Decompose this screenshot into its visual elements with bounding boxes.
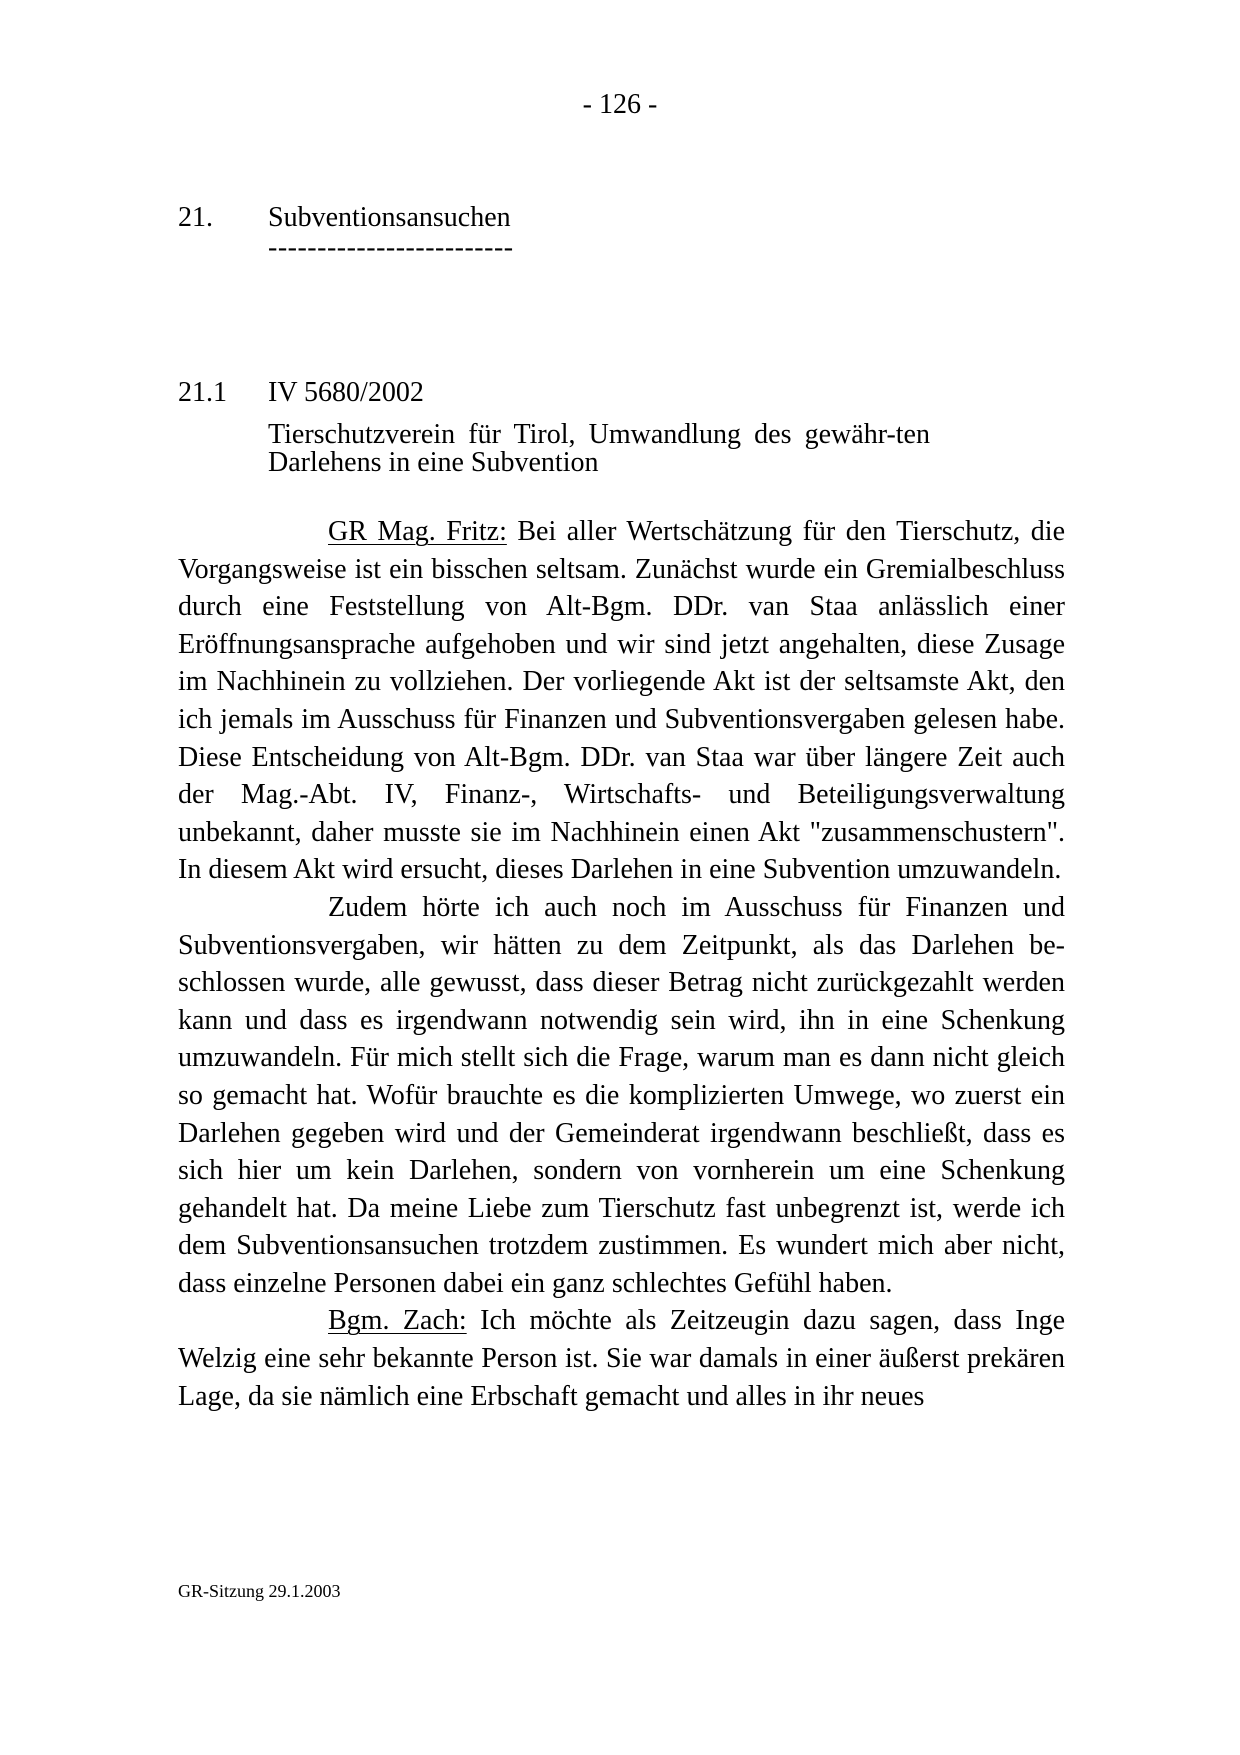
- speaker-name: GR Mag. Fritz:: [328, 516, 507, 547]
- section-title: Subventionsansuchen: [268, 202, 511, 233]
- paragraph-text: Zudem hörte ich auch noch im Ausschuss für Finanzen und Subventionsvergaben, wir hätten zu dem Zeitpunkt, als das Darlehen beschlossen wurde, alle gewusst, dass dieser Betrag nicht zurückgezahlt werden kann und dass es irgendwann notwendig sein wird, ihn in eine Schenkung umzuwandeln. Für mich stellt sich die Frage, warum man es dann nicht gleich so gemacht hat. Wofür brauchte es die komplizierten Umwege, wo zuerst ein Darlehen gegeben wird und der Gemeinderat irgendwann beschließt, dass es sich hier um kein Darlehen, sondern von vornherein um eine Schenkung gehandelt hat. Da meine Liebe zum Tierschutz fast unbegrenzt ist, werde ich dem Subventionsansuchen trotzdem zustimmen. Es wundert mich aber nicht, dass einzelne Personen dabei ein ganz schlechtes Gefühl haben.: [178, 891, 1065, 1299]
- page-number: - 126 -: [582, 89, 658, 120]
- section-number: 21.: [178, 202, 213, 233]
- paragraph: [178, 889, 1065, 1303]
- minutes-body: [178, 513, 1065, 1415]
- paragraph: [178, 513, 1065, 889]
- footer-session-date: GR-Sitzung 29.1.2003: [178, 1581, 341, 1601]
- section-underline-rule: -------------------------: [268, 232, 514, 263]
- paragraph: [178, 1302, 1065, 1415]
- subitem-description: Tierschutzverein für Tirol, Umwandlung des gewähr-ten Darlehens in eine Subvention: [268, 419, 930, 478]
- subitem-reference: IV 5680/2002: [268, 377, 424, 408]
- subitem-number: 21.1: [178, 377, 227, 408]
- paragraph-text: Bei aller Wertschätzung für den Tierschutz, die Vorgangsweise ist ein bisschen seltsam. Zunächst wurde ein Gremialbeschluss durch eine Feststellung von Alt-Bgm. DDr. van Staa anlässlich einer Eröffnungsansprache aufgehoben und wir sind jetzt angehalten, diese Zusage im Nachhinein zu vollziehen. Der vorliegende Akt ist der seltsamste Akt, den ich jemals im Ausschuss für Finanzen und Subventionsvergaben gelesen habe. Diese Entscheidung von Alt-Bgm. DDr. van Staa war über längere Zeit auch der Mag.-Abt. IV, Finanz-, Wirtschafts- und Beteiligungsverwaltung unbekannt, daher musste sie im Nachhinein einen Akt "zusammenschustern". In diesem Akt wird ersucht, dieses Darlehen in eine Subvention umzuwandeln.: [178, 516, 1065, 886]
- speaker-name: Bgm. Zach:: [328, 1305, 467, 1337]
- paragraph-text: Ich möchte als Zeitzeugin dazu sagen, dass Inge Welzig eine sehr bekannte Person ist. Sie war damals in einer äußerst prekären Lage, da sie nämlich eine Erbschaft gemacht und alles in ihr neues: [178, 1305, 1065, 1412]
